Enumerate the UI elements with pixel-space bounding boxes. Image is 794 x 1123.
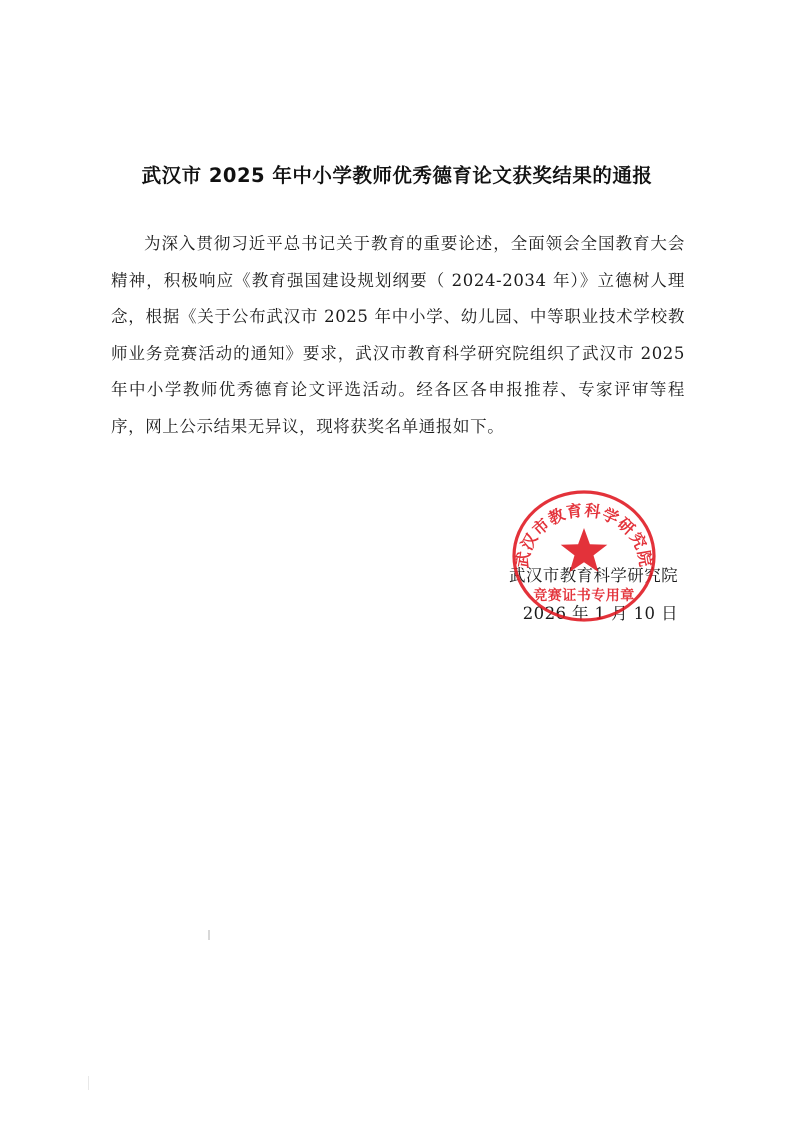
official-seal-stamp (508, 488, 658, 624)
signature-organization: 武汉市教育科学研究院 (509, 566, 678, 585)
seal-graphic (508, 488, 658, 624)
signature-date: 2026 年 1 月 10 日 (522, 604, 678, 623)
scan-artifact (208, 930, 210, 940)
seal-bottom-text: 竞赛证书专用章 (533, 588, 635, 604)
document-title: 武汉市 2025 年中小学教师优秀德育论文获奖结果的通报 (141, 164, 653, 187)
scan-artifact (88, 1076, 89, 1090)
seal-star-icon (561, 528, 608, 572)
seal-arc-text: 武汉市教育科学研究院 (512, 500, 656, 569)
document-body-paragraph: 为深入贯彻习近平总书记关于教育的重要论述，全面领会全国教育大会精神，积极响应《教育强国建设规划纲要（ 2024-2034 年）》立德树人理念，根据《关于公布武汉市 2025 年中小学、幼儿园、中等职业技术学校教师业务竞赛活动的通知》要求，武汉市教育科学研究院组织了武汉市 2025 年中小学教师优秀德育论文评选活动。经各区各申报推荐、专家评审等程序，网上公示结果无异议，现将获奖名单通报如下。 (111, 234, 685, 436)
